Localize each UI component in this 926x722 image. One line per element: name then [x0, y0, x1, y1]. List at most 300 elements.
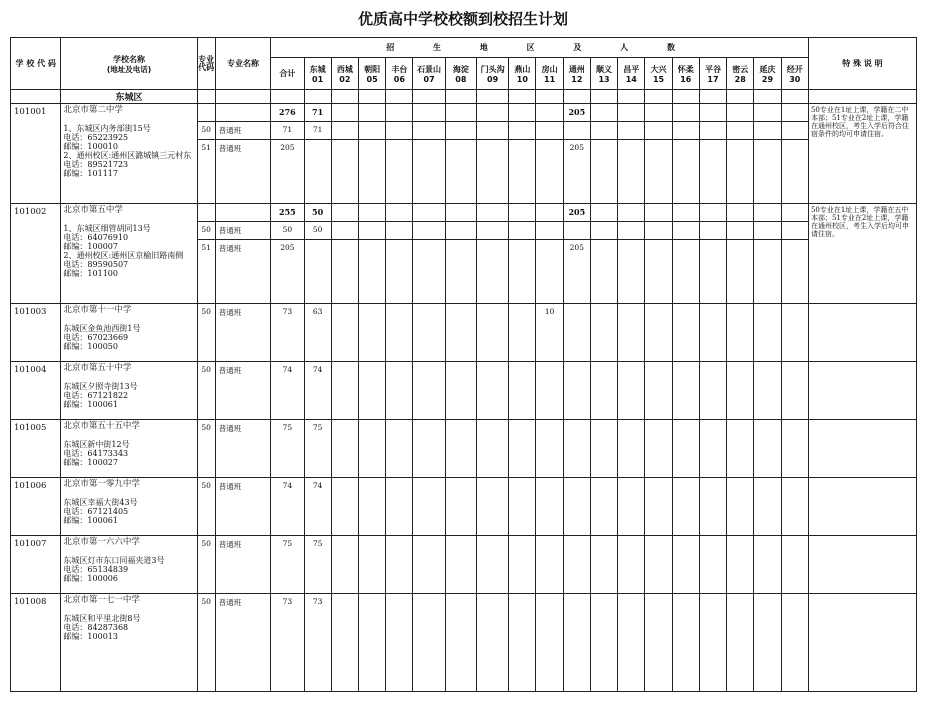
- major-name: 普通班: [215, 222, 270, 240]
- quota-cell: [590, 362, 617, 420]
- district-code: 07: [423, 74, 435, 84]
- empty-cell: [590, 90, 617, 104]
- quota-cell: [672, 222, 699, 240]
- district-header: [358, 58, 385, 90]
- major-name-header: 专业名称: [215, 38, 270, 90]
- school-name: 北京市第二中学: [63, 105, 123, 115]
- quota-cell: [618, 536, 645, 594]
- district-code: 01: [312, 74, 324, 84]
- school-name: 北京市第一零九中学: [63, 479, 140, 489]
- quota-cell: [618, 122, 645, 140]
- empty-cell: [331, 90, 358, 104]
- special-note: [808, 304, 916, 362]
- quota-cell: [476, 536, 508, 594]
- school-code: 101004: [11, 362, 61, 420]
- quota-cell: [509, 304, 536, 362]
- major-code: [197, 204, 215, 222]
- major-name: [215, 204, 270, 222]
- school-code: 101008: [11, 594, 61, 692]
- district-header: [536, 58, 563, 90]
- quota-cell: [358, 536, 385, 594]
- quota-cell: [536, 204, 563, 222]
- quota-cell: [754, 240, 781, 304]
- quota-cell: [386, 240, 413, 304]
- district-code: 12: [571, 74, 583, 84]
- quota-cell: 50: [271, 222, 304, 240]
- quota-cell: [672, 536, 699, 594]
- empty-cell: [509, 90, 536, 104]
- school-name: 北京市第五十五中学: [63, 421, 140, 431]
- address-line: 电话：67121405: [63, 507, 129, 516]
- quota-cell: [699, 240, 726, 304]
- school-name: 北京市第一七一中学: [63, 595, 140, 605]
- quota-cell: [509, 362, 536, 420]
- address-line: 邮编：100050: [63, 342, 118, 351]
- quota-cell: [781, 362, 808, 420]
- district-name: 东城: [309, 64, 326, 74]
- district-name: 大兴: [650, 64, 667, 74]
- quota-cell: [645, 222, 672, 240]
- district-header: [271, 58, 304, 90]
- major-name: 普通班: [215, 122, 270, 140]
- empty-cell: [727, 90, 754, 104]
- quota-cell: 50: [304, 222, 331, 240]
- quota-cell: [509, 240, 536, 304]
- quota-cell: [358, 122, 385, 140]
- quota-cell: [645, 104, 672, 122]
- school-code: 101005: [11, 420, 61, 478]
- empty-cell: [271, 90, 304, 104]
- district-code: 08: [455, 74, 467, 84]
- address-line: 东城区和平里北街8号: [63, 614, 141, 623]
- quota-cell: [536, 122, 563, 140]
- quota-cell: 63: [304, 304, 331, 362]
- major-code: 50: [197, 122, 215, 140]
- quota-cell: [590, 104, 617, 122]
- district-code: 09: [487, 74, 499, 84]
- empty-cell: [699, 90, 726, 104]
- quota-cell: [618, 304, 645, 362]
- address-line: 电话：65223925: [63, 133, 129, 142]
- quota-cell: [699, 122, 726, 140]
- quota-cell: [672, 140, 699, 204]
- quota-cell: [476, 204, 508, 222]
- address-line: 邮编：101117: [63, 169, 118, 178]
- special-note: [808, 362, 916, 420]
- school-name: 北京市第五中学: [63, 205, 123, 215]
- school-info: [61, 478, 197, 536]
- major-code: [197, 104, 215, 122]
- quota-cell: [563, 304, 590, 362]
- quota-cell: [331, 536, 358, 594]
- major-code: 50: [197, 594, 215, 692]
- school-name-header: [61, 38, 197, 90]
- major-code: 50: [197, 420, 215, 478]
- quota-cell: [618, 362, 645, 420]
- quota-cell: 74: [304, 478, 331, 536]
- quota-cell: [727, 204, 754, 222]
- quota-cell: [476, 104, 508, 122]
- major-name: 普通班: [215, 362, 270, 420]
- quota-cell: [645, 536, 672, 594]
- district-name: 海淀: [452, 64, 469, 74]
- quota-cell: [445, 478, 476, 536]
- quota-cell: [536, 536, 563, 594]
- quota-cell: [386, 420, 413, 478]
- quota-cell: [413, 122, 445, 140]
- district-header: [699, 58, 726, 90]
- address-line: 2、通州校区:通州区京榆旧路南侧: [63, 251, 184, 260]
- quota-cell: [699, 304, 726, 362]
- special-note: [808, 420, 916, 478]
- quota-cell: [590, 204, 617, 222]
- major-name: 普通班: [215, 478, 270, 536]
- quota-cell: [563, 122, 590, 140]
- quota-cell: [358, 420, 385, 478]
- quota-cell: 50: [304, 204, 331, 222]
- quota-cell: [618, 140, 645, 204]
- quota-cell: 75: [271, 536, 304, 594]
- quota-cell: [476, 122, 508, 140]
- empty-cell: [781, 90, 808, 104]
- quota-cell: [672, 122, 699, 140]
- quota-cell: 255: [271, 204, 304, 222]
- district-header: [754, 58, 781, 90]
- district-name: 燕山: [514, 64, 531, 74]
- page-title: 优质高中学校校额到校招生计划: [357, 10, 568, 28]
- special-note: [808, 594, 916, 692]
- district-code: 16: [680, 74, 692, 84]
- quota-cell: 205: [271, 240, 304, 304]
- quota-cell: [645, 204, 672, 222]
- address-line: 电话：89521723: [63, 160, 129, 169]
- quota-cell: [413, 362, 445, 420]
- quota-cell: [445, 536, 476, 594]
- school-info: [61, 104, 197, 204]
- district-header: [445, 58, 476, 90]
- school-code: 101006: [11, 478, 61, 536]
- quota-cell: [413, 594, 445, 692]
- quota-cell: [331, 240, 358, 304]
- address-line: 邮编：100006: [63, 574, 118, 583]
- quota-cell: [358, 594, 385, 692]
- quota-cell: [563, 536, 590, 594]
- quota-cell: [645, 362, 672, 420]
- quota-cell: [358, 204, 385, 222]
- district-name: 延庆: [759, 64, 776, 74]
- district-header: [509, 58, 536, 90]
- enrollment-plan-table: [10, 37, 917, 692]
- table-row: [11, 204, 917, 222]
- quota-cell: [331, 140, 358, 204]
- major-code: 51: [197, 240, 215, 304]
- major-code: 50: [197, 536, 215, 594]
- quota-cell: [645, 122, 672, 140]
- quota-cell: [618, 222, 645, 240]
- quota-cell: [536, 222, 563, 240]
- address-line: 邮编：100010: [63, 142, 118, 151]
- empty-cell: [563, 90, 590, 104]
- major-code-header: 专业代码: [197, 38, 215, 90]
- table-row: [11, 536, 917, 594]
- special-note: [808, 536, 916, 594]
- quota-cell: [754, 304, 781, 362]
- quota-cell: [781, 478, 808, 536]
- major-name: 普通班: [215, 140, 270, 204]
- quota-cell: [781, 240, 808, 304]
- quota-cell: [536, 478, 563, 536]
- empty-cell: [808, 90, 916, 104]
- district-name: 西城: [336, 64, 353, 74]
- quota-cell: [509, 140, 536, 204]
- quota-cell: [358, 240, 385, 304]
- district-code: 28: [734, 74, 746, 84]
- school-code: 101002: [11, 204, 61, 304]
- quota-cell: [672, 104, 699, 122]
- quota-cell: [672, 478, 699, 536]
- quota-cell: [727, 222, 754, 240]
- address-line: 东城区灯市东口同福夹道3号: [63, 556, 165, 565]
- quota-cell: [304, 240, 331, 304]
- address-line: 电话：64173343: [63, 449, 129, 458]
- empty-cell: [476, 90, 508, 104]
- school-code: 101007: [11, 536, 61, 594]
- address-line: 邮编：100061: [63, 516, 118, 525]
- quota-cell: [476, 594, 508, 692]
- quota-cell: [386, 222, 413, 240]
- quota-cell: [445, 594, 476, 692]
- quota-cell: [781, 420, 808, 478]
- address-line: 邮编：100061: [63, 400, 118, 409]
- quota-cell: [618, 420, 645, 478]
- quota-cell: [590, 478, 617, 536]
- district-span-header: 招 生 地 区 及 人 数: [271, 38, 809, 58]
- quota-cell: [672, 362, 699, 420]
- district-header: [618, 58, 645, 90]
- quota-cell: 75: [304, 420, 331, 478]
- quota-cell: [413, 478, 445, 536]
- school-name: 北京市第一六六中学: [63, 537, 140, 547]
- quota-cell: [754, 222, 781, 240]
- major-code: 50: [197, 222, 215, 240]
- district-header: [727, 58, 754, 90]
- school-name-header-sub: (地址及电话): [106, 64, 152, 74]
- quota-cell: [781, 122, 808, 140]
- zone-label: 东城区: [61, 90, 197, 104]
- quota-cell: [590, 594, 617, 692]
- school-info: [61, 362, 197, 420]
- district-name: 密云: [732, 64, 749, 74]
- quota-cell: [331, 204, 358, 222]
- quota-cell: [590, 304, 617, 362]
- district-code: 17: [707, 74, 719, 84]
- address-line: 电话：64076910: [63, 233, 129, 242]
- quota-cell: [618, 104, 645, 122]
- quota-cell: [386, 204, 413, 222]
- quota-cell: [509, 204, 536, 222]
- quota-cell: [413, 204, 445, 222]
- district-code: 30: [789, 74, 801, 84]
- quota-cell: [645, 140, 672, 204]
- quota-cell: [476, 240, 508, 304]
- quota-cell: 74: [271, 362, 304, 420]
- quota-cell: [476, 362, 508, 420]
- quota-cell: [590, 420, 617, 478]
- district-name: 门头沟: [480, 64, 505, 74]
- quota-cell: [331, 420, 358, 478]
- quota-cell: [563, 478, 590, 536]
- quota-cell: [618, 478, 645, 536]
- district-header: [781, 58, 808, 90]
- address-line: 电话：67121822: [63, 391, 129, 400]
- quota-cell: 71: [304, 122, 331, 140]
- empty-cell: [304, 90, 331, 104]
- quota-cell: [536, 140, 563, 204]
- major-name: 普通班: [215, 536, 270, 594]
- district-name: 怀柔: [677, 64, 694, 74]
- address-line: 邮编：100027: [63, 458, 118, 467]
- school-code: 101001: [11, 104, 61, 204]
- major-name: 普通班: [215, 240, 270, 304]
- major-code: 50: [197, 304, 215, 362]
- quota-cell: [754, 204, 781, 222]
- quota-cell: [358, 104, 385, 122]
- district-header: [590, 58, 617, 90]
- quota-cell: [413, 222, 445, 240]
- district-name: 丰台: [391, 64, 408, 74]
- quota-cell: [536, 594, 563, 692]
- address-line: 东城区幸福大街43号: [63, 498, 138, 507]
- empty-cell: [413, 90, 445, 104]
- quota-cell: [781, 304, 808, 362]
- quota-cell: [386, 140, 413, 204]
- quota-cell: [331, 304, 358, 362]
- quota-cell: [413, 104, 445, 122]
- empty-cell: [754, 90, 781, 104]
- quota-cell: [358, 478, 385, 536]
- school-code-header: 学 校 代 码: [11, 38, 61, 90]
- district-header: [331, 58, 358, 90]
- school-info: [61, 594, 197, 692]
- quota-cell: [754, 362, 781, 420]
- quota-cell: [645, 420, 672, 478]
- empty-cell: [672, 90, 699, 104]
- district-code: 14: [625, 74, 637, 84]
- zone-code-cell: [11, 90, 61, 104]
- quota-cell: [618, 594, 645, 692]
- quota-cell: 276: [271, 104, 304, 122]
- address-line: 1、东城区内务部街15号: [63, 124, 151, 133]
- table-row: [11, 304, 917, 362]
- quota-cell: [727, 240, 754, 304]
- quota-cell: [331, 122, 358, 140]
- major-name: 普通班: [215, 304, 270, 362]
- quota-cell: [699, 104, 726, 122]
- quota-cell: 10: [536, 304, 563, 362]
- quota-cell: [563, 594, 590, 692]
- quota-cell: [563, 420, 590, 478]
- quota-cell: [699, 222, 726, 240]
- quota-cell: [618, 240, 645, 304]
- quota-cell: [563, 222, 590, 240]
- address-line: 1、东城区细管胡同13号: [63, 224, 151, 233]
- district-name: 通州: [568, 64, 585, 74]
- quota-cell: [476, 420, 508, 478]
- school-info: [61, 536, 197, 594]
- empty-cell: [445, 90, 476, 104]
- school-info: [61, 420, 197, 478]
- quota-cell: [509, 104, 536, 122]
- district-name: 房山: [541, 64, 558, 74]
- empty-cell: [645, 90, 672, 104]
- major-name: [215, 104, 270, 122]
- quota-cell: 205: [563, 240, 590, 304]
- empty-cell: [197, 90, 215, 104]
- address-line: 东城区金鱼池西街1号: [63, 324, 141, 333]
- quota-cell: [413, 536, 445, 594]
- special-note: [808, 478, 916, 536]
- quota-cell: [509, 122, 536, 140]
- quota-cell: [699, 362, 726, 420]
- quota-cell: [699, 140, 726, 204]
- major-code: 50: [197, 362, 215, 420]
- quota-cell: 73: [271, 594, 304, 692]
- quota-cell: [536, 104, 563, 122]
- district-header: [476, 58, 508, 90]
- quota-cell: [699, 204, 726, 222]
- quota-cell: [590, 536, 617, 594]
- quota-cell: [536, 240, 563, 304]
- empty-cell: [618, 90, 645, 104]
- quota-cell: [699, 420, 726, 478]
- address-line: 邮编：100007: [63, 242, 118, 251]
- quota-cell: 205: [563, 104, 590, 122]
- quota-cell: [445, 362, 476, 420]
- quota-cell: [413, 140, 445, 204]
- empty-cell: [215, 90, 270, 104]
- district-code: 11: [544, 74, 556, 84]
- district-code: 02: [339, 74, 351, 84]
- quota-cell: [509, 536, 536, 594]
- quota-cell: [386, 478, 413, 536]
- quota-cell: [618, 204, 645, 222]
- quota-cell: [699, 594, 726, 692]
- quota-cell: [331, 362, 358, 420]
- quota-cell: [386, 304, 413, 362]
- quota-cell: [445, 420, 476, 478]
- quota-cell: [413, 420, 445, 478]
- quota-cell: [645, 594, 672, 692]
- quota-cell: [386, 536, 413, 594]
- quota-cell: [781, 204, 808, 222]
- district-name: 平谷: [704, 64, 721, 74]
- quota-cell: [781, 140, 808, 204]
- quota-cell: [386, 122, 413, 140]
- district-code: 10: [516, 74, 528, 84]
- quota-cell: 71: [271, 122, 304, 140]
- quota-cell: [699, 536, 726, 594]
- quota-cell: [358, 140, 385, 204]
- district-code: 15: [652, 74, 665, 84]
- quota-cell: [476, 140, 508, 204]
- quota-cell: [754, 140, 781, 204]
- quota-cell: [413, 304, 445, 362]
- school-name-header-label: 学校名称: [113, 54, 145, 64]
- district-code: 05: [366, 74, 378, 84]
- district-name: 朝阳: [364, 64, 381, 74]
- district-code: 29: [761, 74, 774, 84]
- quota-cell: [386, 594, 413, 692]
